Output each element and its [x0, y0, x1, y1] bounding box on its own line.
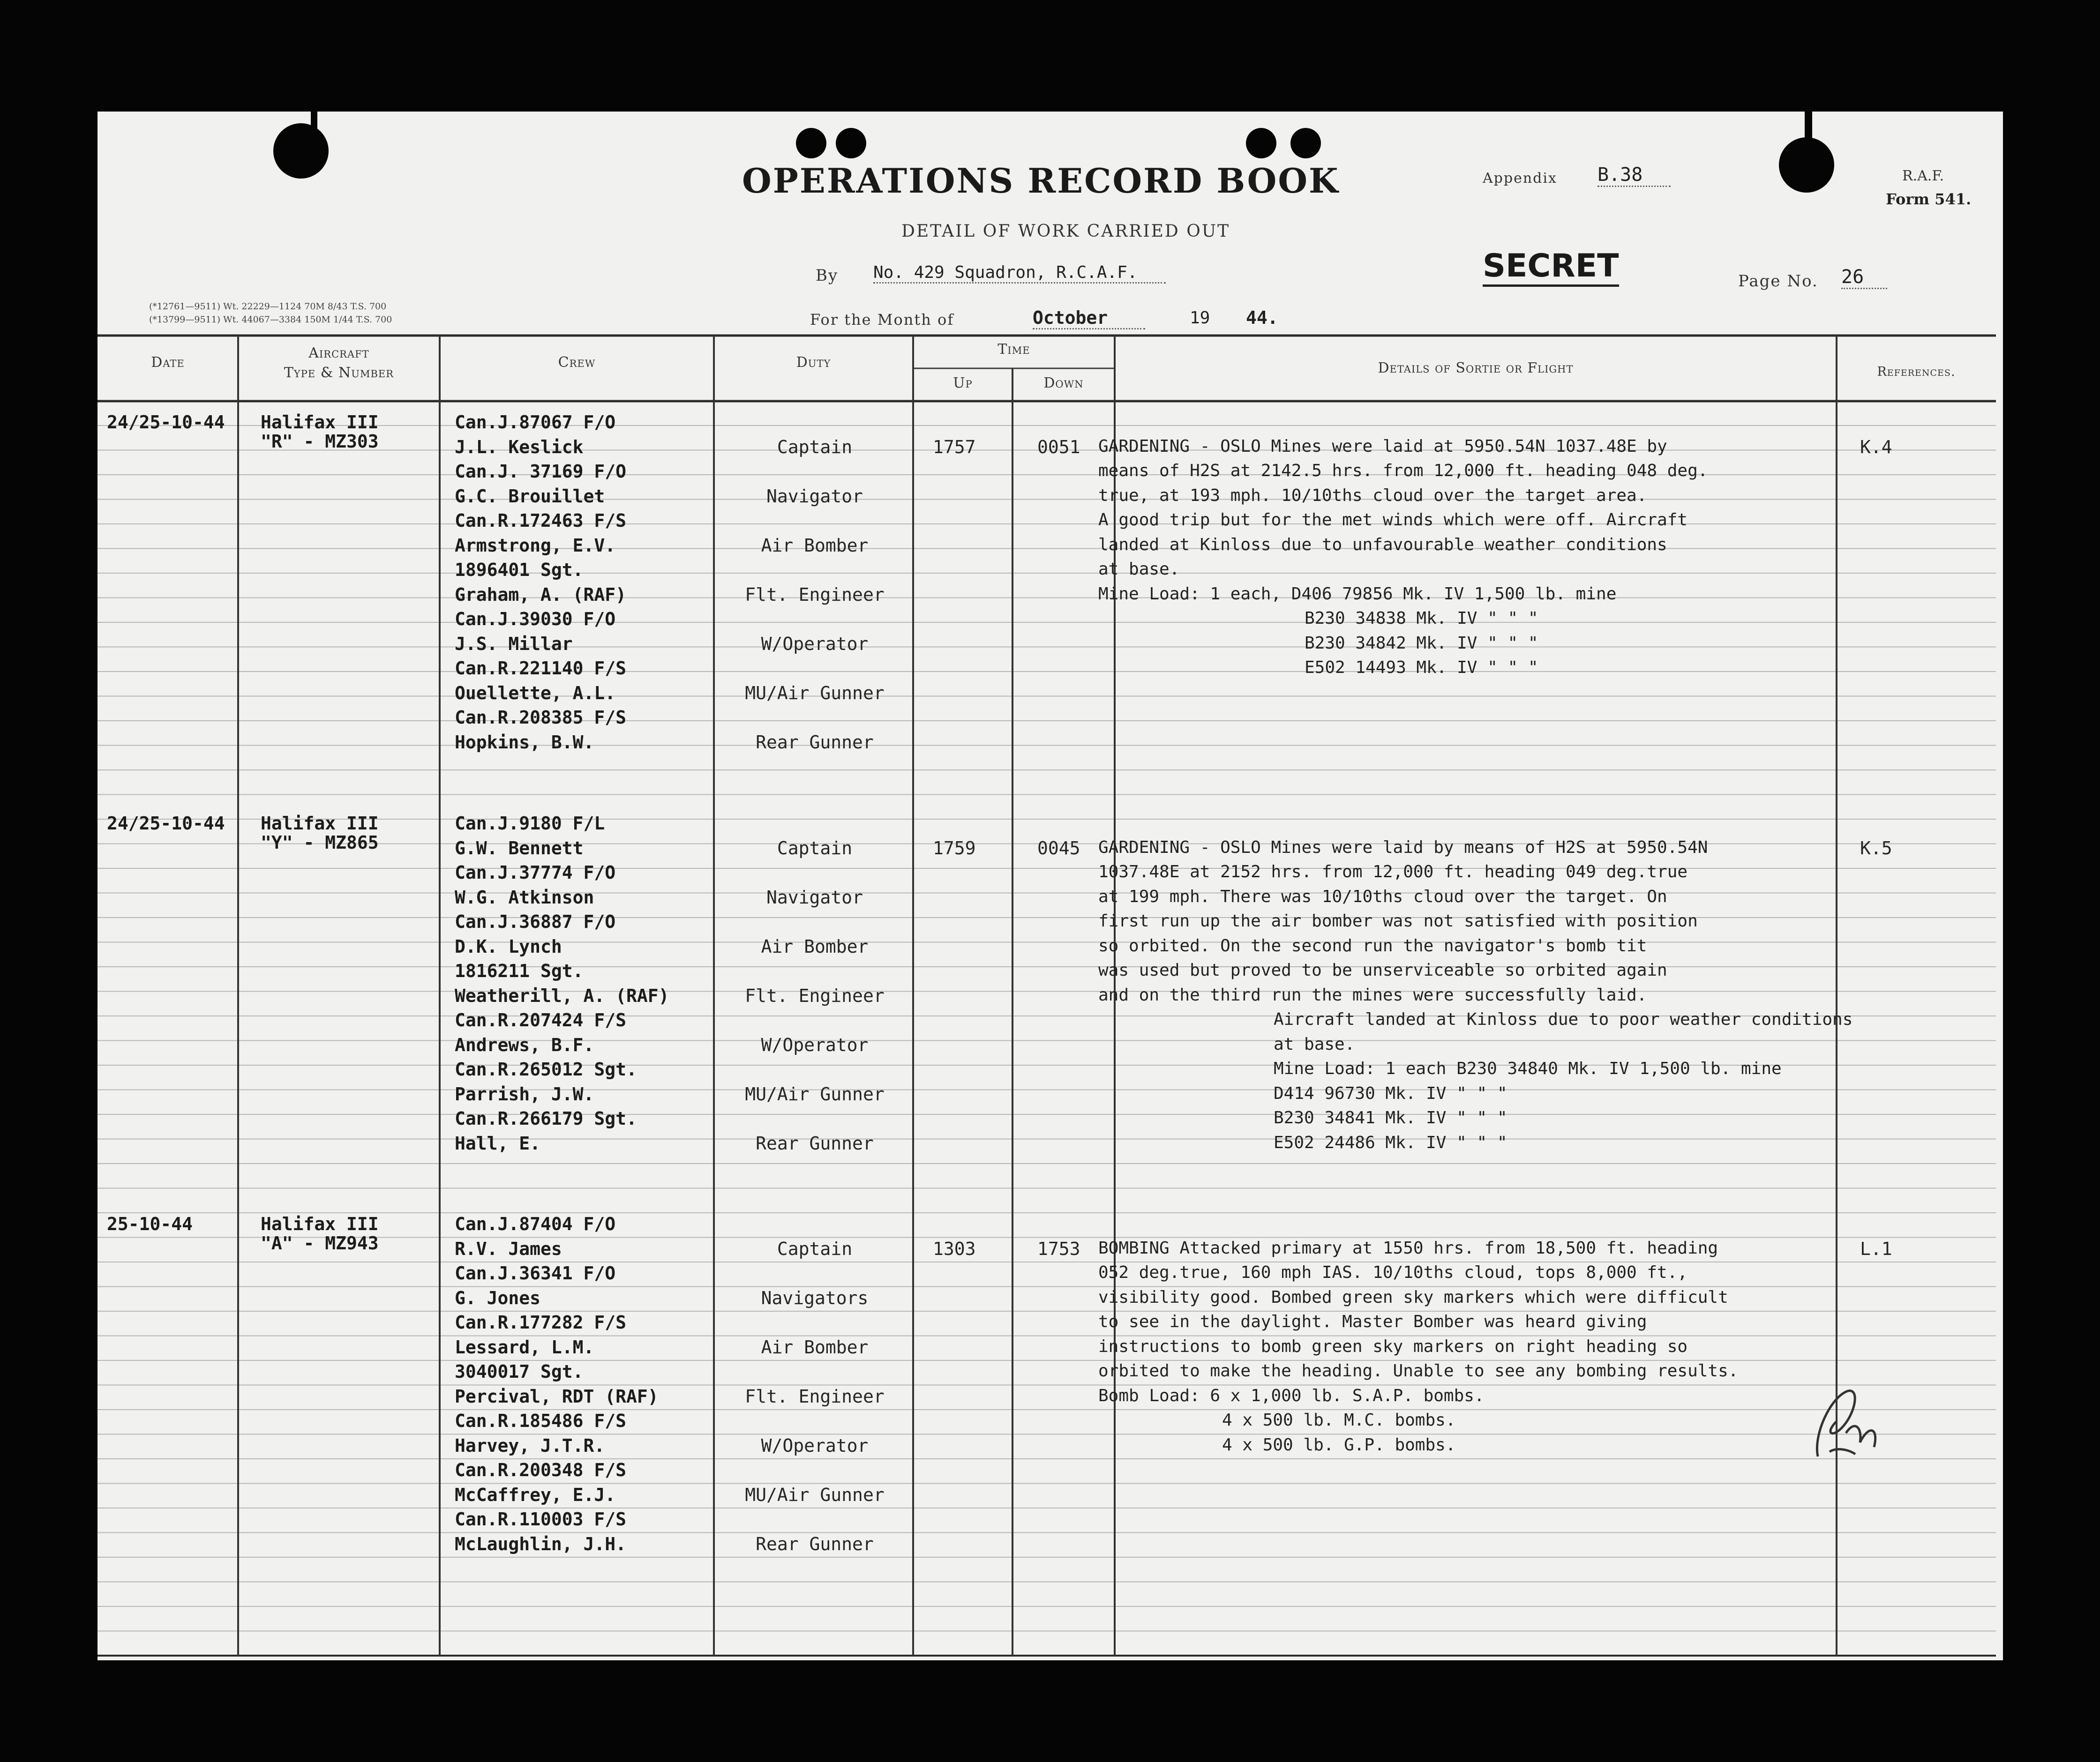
printer-line-1: (*12761—9511) Wt. 22229—1124 70M 8/43 T.S. 700 — [149, 301, 387, 312]
form-title: OPERATIONS RECORD BOOK — [742, 161, 1340, 201]
time-down: 0051 — [1037, 436, 1080, 457]
crew-line: Can.R.207424 F/S — [455, 1010, 627, 1030]
crew-line: Andrews, B.F. — [455, 1034, 594, 1055]
aircraft-number: "A" - MZ943 — [261, 1232, 379, 1254]
crew-line: 1896401 Sgt. — [455, 560, 584, 580]
aircraft-number: "Y" - MZ865 — [261, 832, 379, 853]
time-down: 1753 — [1037, 1238, 1080, 1259]
sortie-detail-line: means of H2S at 2142.5 hrs. from 12,000 ft. heading 048 deg. — [1098, 461, 1708, 480]
crew-line: Can.R.177282 F/S — [455, 1312, 627, 1333]
entry-date: 24/25-10-44 — [107, 412, 225, 433]
appendix-label: Appendix — [1483, 170, 1557, 187]
col-header-up: Up — [953, 375, 973, 391]
crew-duty: Flt. Engineer — [745, 584, 885, 605]
sortie-detail-line: so orbited. On the second run the navigator's bomb tit — [1098, 936, 1647, 956]
year-prefix: 19 — [1190, 308, 1210, 328]
month-value: October — [1033, 307, 1145, 329]
sortie-detail-line: GARDENING - OSLO Mines were laid by means of H2S at 5950.54N — [1098, 837, 1708, 857]
col-header-date: Date — [151, 354, 185, 371]
time-up: 1759 — [933, 837, 976, 859]
sortie-detail-line: true, at 193 mph. 10/10ths cloud over the target area. — [1098, 485, 1647, 505]
sortie-detail-line: BOMBING Attacked primary at 1550 hrs. from 18,500 ft. heading — [1098, 1238, 1718, 1258]
crew-duty: Captain — [777, 436, 853, 457]
crew-line: Can.R.208385 F/S — [455, 707, 627, 728]
col-header-aircraft-l2: Type & Number — [284, 365, 394, 381]
crew-line: G. Jones — [455, 1287, 541, 1308]
sortie-detail-line: 4 x 500 lb. G.P. bombs. — [1222, 1435, 1456, 1455]
sortie-detail-line: 4 x 500 lb. M.C. bombs. — [1222, 1411, 1456, 1430]
crew-line: Can.J. 37169 F/O — [455, 461, 627, 482]
aircraft-type: Halifax III — [261, 412, 379, 433]
sortie-detail-line: 1037.48E at 2152 hrs. from 12,000 ft. heading 049 deg.true — [1098, 862, 1688, 881]
sortie-detail-line: A good trip but for the met winds which were off. Aircraft — [1098, 510, 1688, 530]
col-header-details: Details of Sortie or Flight — [1378, 360, 1574, 376]
time-up: 1303 — [933, 1238, 976, 1259]
crew-line: Can.J.87067 F/O — [455, 412, 616, 433]
col-header-aircraft-l1: Aircraft — [308, 345, 369, 361]
reference: K.4 — [1860, 436, 1892, 457]
page-number: 26 — [1841, 266, 1887, 289]
crew-duty: Air Bomber — [761, 1336, 869, 1358]
sortie-detail-line: and on the third run the mines were successfully laid. — [1098, 985, 1647, 1005]
crew-duty: W/Operator — [761, 633, 869, 654]
sortie-detail-line: D414 96730 Mk. IV " " " — [1274, 1083, 1508, 1103]
squadron-value: No. 429 Squadron, R.C.A.F. — [873, 263, 1166, 284]
crew-duty: Navigators — [761, 1287, 869, 1308]
crew-line: Can.R.110003 F/S — [455, 1509, 627, 1530]
reference: K.5 — [1860, 837, 1892, 859]
crew-line: Can.J.9180 F/L — [455, 813, 605, 834]
col-header-references: References. — [1877, 365, 1956, 379]
sortie-detail-line: at base. — [1098, 560, 1180, 579]
crew-duty: MU/Air Gunner — [745, 682, 885, 703]
crew-duty: MU/Air Gunner — [745, 1484, 885, 1505]
aircraft-number: "R" - MZ303 — [261, 431, 379, 452]
form-id-line1: R.A.F. — [1902, 168, 1944, 184]
crew-line: Can.J.36341 F/O — [455, 1263, 616, 1284]
crew-line: 1816211 Sgt. — [455, 961, 584, 981]
year-value: 44. — [1246, 307, 1278, 328]
crew-line: Ouellette, A.L. — [455, 682, 616, 703]
crew-duty: Flt. Engineer — [745, 1386, 885, 1407]
crew-line: Lessard, L.M. — [455, 1336, 594, 1358]
sortie-detail-line: Mine Load: 1 each B230 34840 Mk. IV 1,500 lb. mine — [1274, 1059, 1782, 1078]
crew-line: W.G. Atkinson — [455, 887, 594, 908]
crew-line: Can.J.37774 F/O — [455, 862, 616, 883]
crew-line: Can.J.87404 F/O — [455, 1214, 616, 1234]
crew-line: J.L. Keslick — [455, 436, 584, 457]
crew-line: Can.R.266179 Sgt. — [455, 1108, 637, 1129]
crew-duty: W/Operator — [761, 1435, 869, 1456]
crew-line: Hall, E. — [455, 1133, 541, 1154]
crew-line: G.W. Bennett — [455, 837, 584, 859]
sortie-detail-line: GARDENING - OSLO Mines were laid at 5950.54N 1037.48E by — [1098, 436, 1667, 456]
sortie-detail-line: E502 14493 Mk. IV " " " — [1305, 658, 1538, 677]
sortie-detail-line: visibility good. Bombed green sky markers which were difficult — [1098, 1287, 1728, 1307]
crew-line: Parrish, J.W. — [455, 1083, 594, 1105]
aircraft-type: Halifax III — [261, 1214, 379, 1234]
crew-line: Can.R.221140 F/S — [455, 658, 627, 679]
page-label: Page No. — [1738, 272, 1818, 291]
crew-line: Graham, A. (RAF) — [455, 584, 627, 605]
sortie-detail-line: at 199 mph. There was 10/10ths cloud over the target. On — [1098, 887, 1667, 906]
sortie-detail-line: first run up the air bomber was not satisfied with position — [1098, 911, 1698, 931]
crew-line: McCaffrey, E.J. — [455, 1484, 616, 1505]
crew-line: Percival, RDT (RAF) — [455, 1386, 659, 1407]
form-sheet — [98, 112, 2003, 1660]
sortie-detail-line: landed at Kinloss due to unfavourable weather conditions — [1098, 535, 1667, 554]
crew-line: G.C. Brouillet — [455, 485, 605, 507]
crew-line: Can.R.172463 F/S — [455, 510, 627, 531]
crew-duty: Air Bomber — [761, 535, 869, 556]
time-down: 0045 — [1037, 837, 1080, 859]
sortie-detail-line: Mine Load: 1 each, D406 79856 Mk. IV 1,500 lb. mine — [1098, 584, 1617, 604]
aircraft-type: Halifax III — [261, 813, 379, 834]
crew-duty: MU/Air Gunner — [745, 1083, 885, 1105]
sortie-detail-line: was used but proved to be unserviceable so orbited again — [1098, 961, 1667, 980]
crew-duty: Navigator — [766, 887, 863, 908]
crew-line: Can.J.36887 F/O — [455, 911, 616, 932]
time-up: 1757 — [933, 436, 976, 457]
crew-duty: W/Operator — [761, 1034, 869, 1055]
sortie-detail-line: 052 deg.true, 160 mph IAS. 10/10ths cloud, tops 8,000 ft., — [1098, 1263, 1688, 1282]
sortie-detail-line: B230 34841 Mk. IV " " " — [1274, 1108, 1508, 1127]
sortie-detail-line: to see in the daylight. Master Bomber was heard giving — [1098, 1312, 1647, 1331]
crew-line: Can.R.265012 Sgt. — [455, 1059, 637, 1080]
entry-date: 24/25-10-44 — [107, 813, 225, 834]
crew-duty: Flt. Engineer — [745, 985, 885, 1006]
form-id-line2: Form 541. — [1886, 190, 1972, 208]
crew-line: D.K. Lynch — [455, 936, 562, 957]
sortie-detail-line: E502 24486 Mk. IV " " " — [1274, 1133, 1508, 1152]
crew-line: R.V. James — [455, 1238, 562, 1259]
reference: L.1 — [1860, 1238, 1892, 1259]
crew-line: Can.R.200348 F/S — [455, 1460, 627, 1480]
crew-line: Hopkins, B.W. — [455, 732, 594, 753]
sortie-detail-line: B230 34838 Mk. IV " " " — [1305, 609, 1538, 628]
crew-duty: Air Bomber — [761, 936, 869, 957]
crew-duty: Captain — [777, 1238, 853, 1259]
form-subtitle: DETAIL OF WORK CARRIED OUT — [901, 222, 1230, 241]
col-header-duty: Duty — [796, 354, 831, 371]
officer-initials-signature — [1804, 1377, 1898, 1471]
crew-duty: Rear Gunner — [756, 732, 874, 753]
month-label: For the Month of — [810, 311, 954, 329]
crew-line: 3040017 Sgt. — [455, 1361, 584, 1382]
crew-line: Can.J.39030 F/O — [455, 609, 616, 629]
crew-line: J.S. Millar — [455, 633, 573, 654]
crew-line: Armstrong, E.V. — [455, 535, 616, 556]
crew-duty: Rear Gunner — [756, 1133, 874, 1154]
sortie-detail-line: instructions to bomb green sky markers on right heading so — [1098, 1336, 1688, 1356]
entry-date: 25-10-44 — [107, 1214, 193, 1234]
col-header-down: Down — [1043, 375, 1084, 391]
col-header-time: Time — [998, 341, 1030, 358]
col-header-aircraft — [238, 343, 440, 383]
crew-line: Harvey, J.T.R. — [455, 1435, 605, 1456]
crew-line: Weatherill, A. (RAF) — [455, 985, 669, 1006]
crew-duty: Captain — [777, 837, 853, 859]
sortie-detail-line: Bomb Load: 6 x 1,000 lb. S.A.P. bombs. — [1098, 1386, 1485, 1405]
sortie-detail-line: at base. — [1274, 1034, 1355, 1054]
appendix-value: B.38 — [1598, 164, 1671, 187]
crew-duty: Navigator — [766, 485, 863, 507]
crew-line: McLaughlin, J.H. — [455, 1533, 627, 1554]
sortie-detail-line: B230 34842 Mk. IV " " " — [1305, 633, 1538, 653]
sortie-detail-line: Aircraft landed at Kinloss due to poor weather conditions — [1274, 1010, 1853, 1029]
sortie-detail-line: orbited to make the heading. Unable to see any bombing results. — [1098, 1361, 1739, 1381]
by-label: By — [816, 266, 839, 285]
printer-line-2: (*13799—9511) Wt. 44067—3384 150M 1/44 T.S. 700 — [149, 314, 392, 325]
classification-stamp: SECRET — [1483, 247, 1619, 287]
crew-line: Can.R.185486 F/S — [455, 1411, 627, 1431]
crew-duty: Rear Gunner — [756, 1533, 874, 1554]
col-header-crew: Crew — [558, 354, 596, 371]
